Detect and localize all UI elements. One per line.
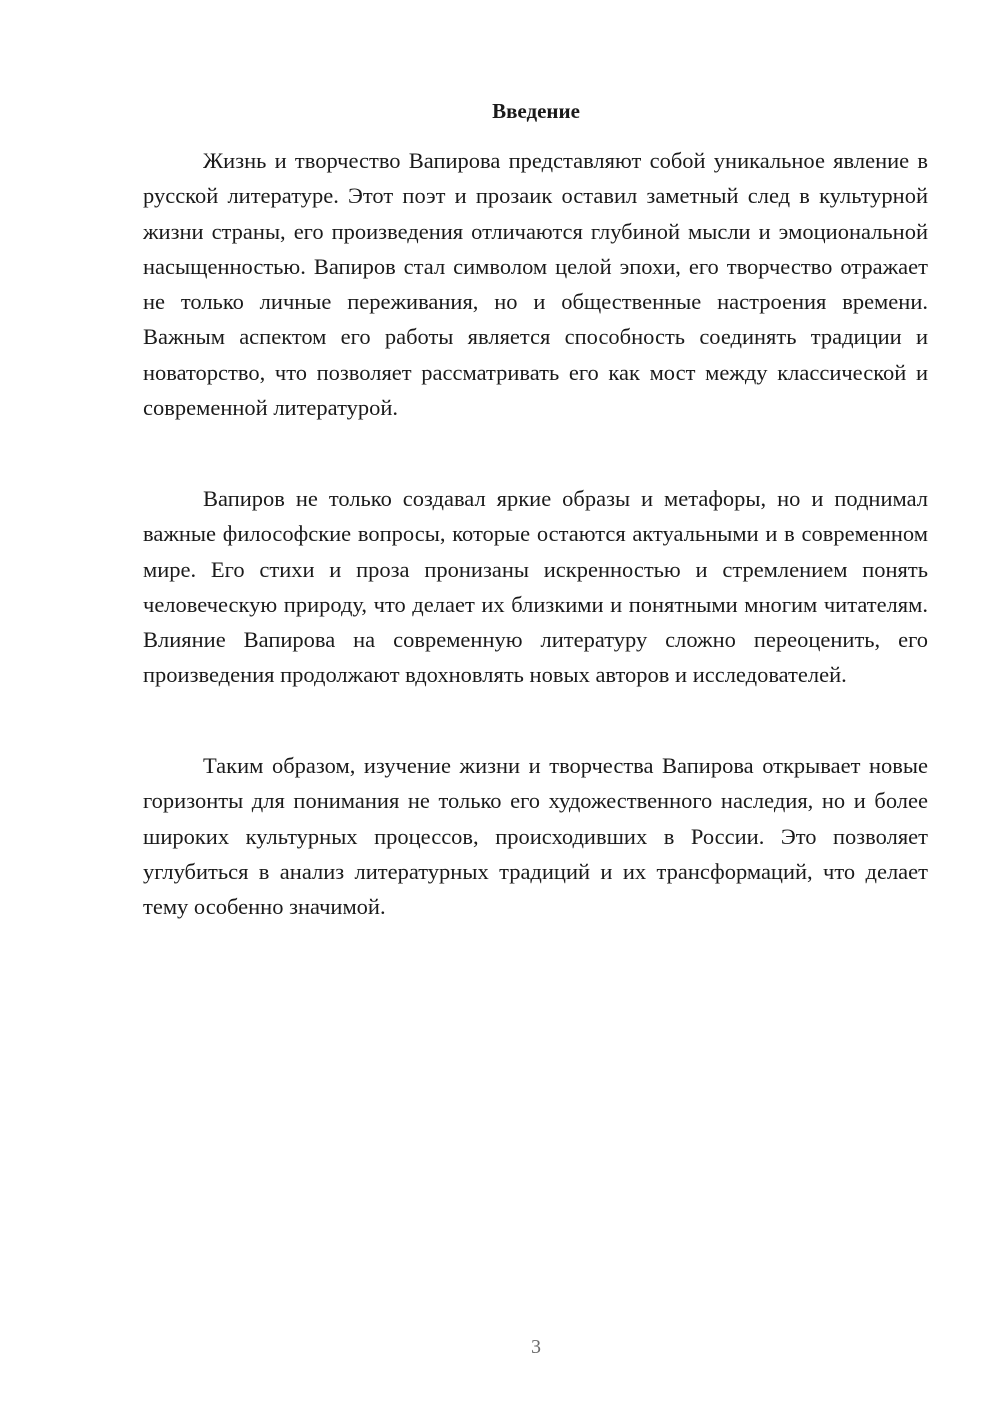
section-heading: Введение [492, 99, 580, 123]
page-number: 3 [531, 1336, 541, 1358]
paragraph-3: Таким образом, изучение жизни и творчества Вапирова открывает новые горизонты для понимания не только его художественного наследия, но и более широких культурных процессов, происходивших в России. Это позволяет углубиться в анализ литературных традиций и их трансформаций, что делает тему особенно значимой. [143, 753, 928, 920]
paragraph-2: Вапиров не только создавал яркие образы и метафоры, но и поднимал важные философские вопросы, которые остаются актуальными и в современном мире. Его стихи и проза пронизаны искренностью и стремлением понять человеческую природу, что делает их близкими и понятными многим читателям. Влияние Вапирова на современную литературу сложно переоценить, его произведения продолжают вдохновлять новых авторов и исследователей. [143, 486, 928, 688]
paragraph-1: Жизнь и творчество Вапирова представляют собой уникальное явление в русской литературе. Этот поэт и прозаик оставил заметный след в культурной жизни страны, его произведения отличаются глубиной мысли и эмоциональной насыщенностью. Вапиров стал символом целой эпохи, его творчество отражает не только личные переживания, но и общественные настроения времени. Важным аспектом его работы является способность соединять традиции и новаторство, что позволяет рассматривать его как мост между классической и современной литературой. [143, 148, 928, 421]
